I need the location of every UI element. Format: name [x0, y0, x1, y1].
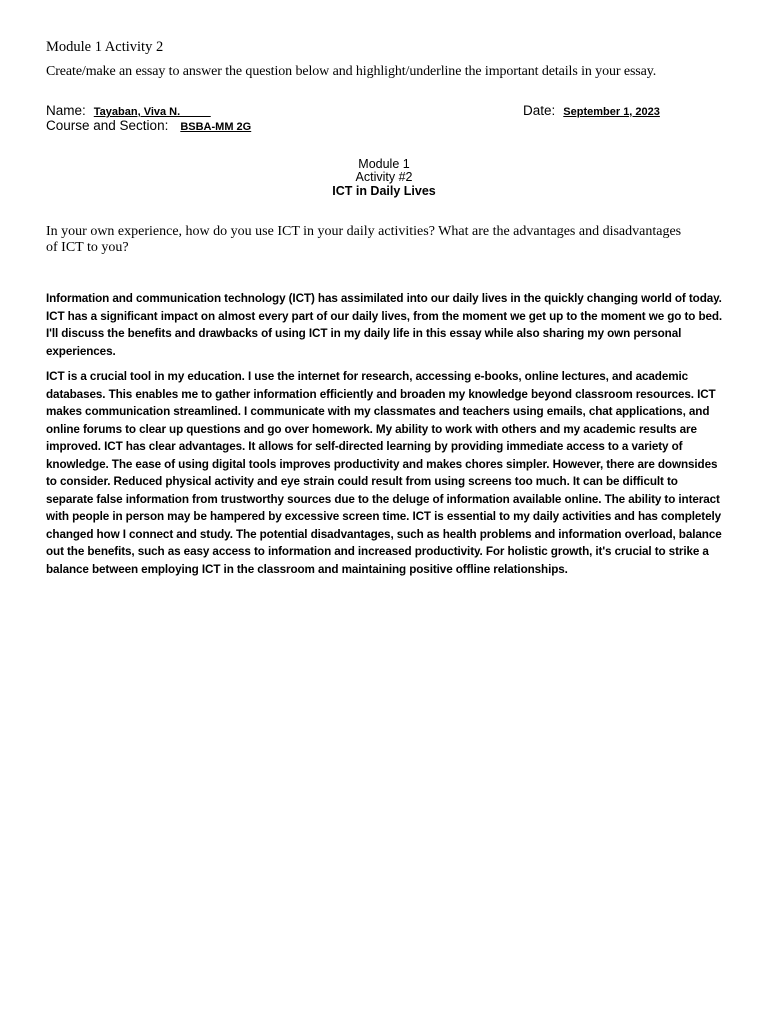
- date-label: Date:: [523, 103, 556, 118]
- essay-paragraph: Information and communication technology (ICT) has assimilated into our daily lives in the quickly changing world of today. ICT has a significant impact on almost every part of our daily lives, from the moment we get up to the moment we go to bed. I'll discuss the benefits and drawbacks of using ICT in my daily life in this essay while also sharing my own personal experiences.: [46, 292, 723, 358]
- date-row: [523, 102, 660, 120]
- essay-question: In your own experience, how do you use ICT in your daily activities? What are the advantages and disadvantages of ICT to you?: [46, 224, 682, 255]
- course-row: [46, 117, 251, 135]
- module-activity-heading: Module 1 Activity 2: [46, 39, 164, 55]
- essay-body: [46, 290, 724, 586]
- course-label: Course and Section:: [46, 118, 169, 133]
- essay-title: ICT in Daily Lives: [332, 184, 436, 198]
- instructions-text: Create/make an essay to answer the question below and highlight/underline the important details in your essay.: [46, 64, 657, 79]
- title-module: Module 1: [358, 157, 410, 171]
- date-value: September 1, 2023: [563, 106, 660, 118]
- course-value: BSBA-MM 2G: [180, 121, 252, 133]
- name-label: Name:: [46, 103, 86, 118]
- title-activity: Activity #2: [355, 170, 413, 184]
- essay-paragraph: ICT is a crucial tool in my education. I use the internet for research, accessing e-books, online lectures, and academic databases. This enables me to gather information efficiently and broaden my knowledge beyond classroom resources. ICT makes communication streamlined. I communicate with my classmates and teachers using emails, chat applications, and online forums to clear up questions and go over homework. My ability to work with others and my academic results are improved. ICT has clear advantages. It allows for self-directed learning by providing immediate access to a variety of knowledge. The ease of using digital tools improves productivity and makes chores simpler. However, there are downsides to consider. Reduced physical activity and eye strain could result from using screens too much. It can be difficult to separate false information from trustworthy sources due to the deluge of information available online. The ability to interact with people in person may be hampered by excessive screen time. ICT is essential to my daily activities and has completely changed how I connect and study. The potential disadvantages, such as health problems and information overload, balance out the benefits, such as easy access to information and increased productivity. For holistic growth, it's crucial to strike a balance between employing ICT in the classroom and maintaining positive offline relationships.: [46, 370, 722, 576]
- name-value: Tayaban, Viva N.: [93, 106, 211, 118]
